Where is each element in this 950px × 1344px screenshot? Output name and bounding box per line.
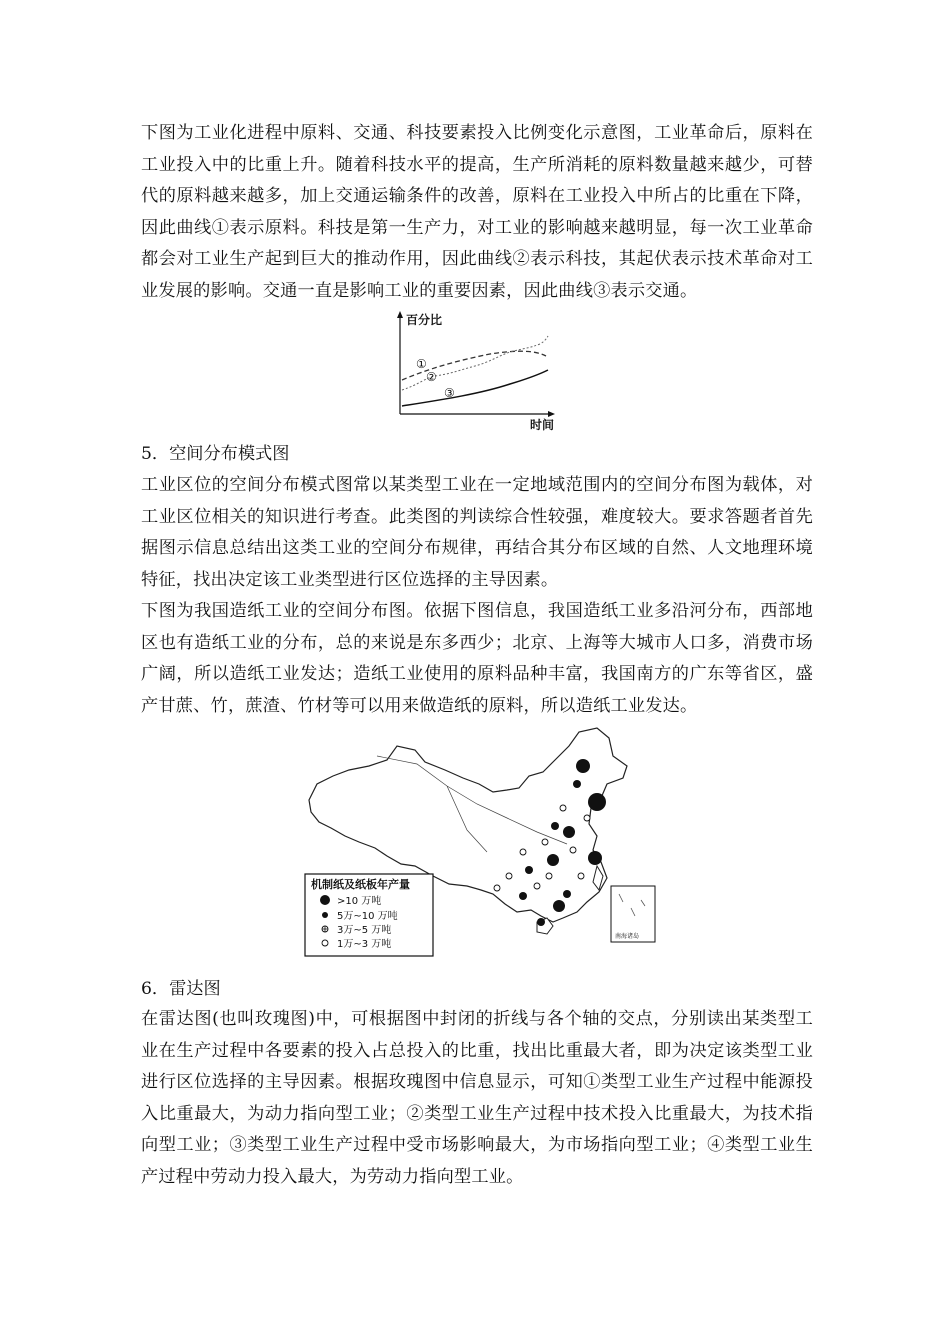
legend-item-4: 1万~3 万吨 — [337, 939, 392, 950]
map-legend — [305, 874, 433, 956]
y-axis-arrow — [397, 311, 403, 318]
section5-heading: 5．空间分布模式图 — [141, 444, 290, 464]
curve-label-2: ② — [426, 370, 437, 384]
y-axis-label: 百分比 — [406, 313, 443, 327]
section5-paragraph2: 下图为我国造纸工业的空间分布图。依据下图信息，我国造纸工业多沿河分布，西部地区也有造纸工业的分布，总的来说是东多西少；北京、上海等大城市人口多，消费市场广阔，所以造纸工业发达；造纸工业使用的原料品种丰富，我国南方的广东等省区，盛产甘蔗、竹，蔗渣、竹材等可以用来做造纸的原料，所以造纸工业发达。 — [141, 601, 813, 716]
legend-symbol-large — [320, 895, 330, 905]
marker-small — [570, 847, 576, 853]
marker-small — [520, 849, 526, 855]
legend-title: 机制纸及纸板年产量 — [311, 878, 410, 891]
marker-medium — [519, 892, 527, 900]
section6-heading: 6．雷达图 — [141, 979, 221, 999]
curve-label-3: ③ — [444, 386, 455, 400]
marker-large — [547, 854, 559, 866]
inset-label: 南海诸岛 — [615, 933, 640, 940]
marker-small — [546, 873, 552, 879]
marker-small — [560, 805, 566, 811]
marker-small — [542, 839, 548, 845]
legend-item-3: 3万~5 万吨 — [337, 925, 392, 936]
marker-large — [588, 793, 606, 811]
marker-medium — [537, 918, 545, 926]
marker-large — [553, 900, 565, 912]
process-paragraph: 下图为工业化进程中原料、交通、科技要素投入比例变化示意图，工业革命后，原料在工业投入中的比重上升。随着科技水平的提高，生产所消耗的原料数量越来越少，可替代的原料越来越多，加上交通运输条件的改善，原料在工业投入中所占的比重在下降，因此曲线①表示原料。科技是第一生产力，对工业的影响越来越明显，每一次工业革命都会对工业生产起到巨大的推动作用，因此曲线②表示科技，其起伏表示技术革命对工业发展的影响。交通一直是影响工业的重要因素，因此曲线③表示交通。 — [141, 123, 813, 301]
marker-large — [563, 826, 575, 838]
marker-large — [588, 851, 602, 865]
x-axis-label: 时间 — [530, 418, 555, 432]
paper-industry-map — [297, 726, 667, 962]
legend-symbol-medium — [322, 912, 328, 918]
section6-paragraph: 在雷达图(也叫玫瑰图)中，可根据图中封闭的折线与各个轴的交点，分别读出某类型工业在生产过程中各要素的投入占总投入的比重，找出比重最大者，即为决定该类型工业进行区位选择的主导因素。根据玫瑰图中信息显示，可知①类型工业生产过程中能源投入比重最大，为动力指向型工业；②类型工业生产过程中技术投入比重最大，为技术指向型工业；③类型工业生产过程中受市场影响最大，为市场指向型工业；④类型工业生产过程中劳动力投入最大，为劳动力指向型工业。 — [141, 1009, 813, 1187]
marker-medium — [551, 822, 559, 830]
south-china-sea-inset — [611, 886, 655, 942]
marker-large — [576, 759, 590, 773]
legend-symbol-small — [322, 940, 328, 946]
section5-paragraph1: 工业区位的空间分布模式图常以某类型工业在一定地域范围内的空间分布图为载体，对工业区位相关的知识进行考查。此类图的判读综合性较强，难度较大。要求答题者首先据图示信息总结出这类工业的空间分布规律，再结合其分布区域的自然、人文地理环境特征，找出决定该工业类型进行区位选择的主导因素。 — [141, 475, 813, 590]
marker-small — [534, 883, 540, 889]
marker-medium — [563, 890, 571, 898]
marker-medium — [525, 866, 533, 874]
marker-small — [506, 873, 512, 879]
marker-small — [584, 815, 590, 821]
legend-item-2: 5万~10 万吨 — [337, 911, 398, 922]
curve-label-1: ① — [416, 357, 427, 371]
x-axis-arrow — [548, 411, 555, 417]
marker-medium — [573, 780, 581, 788]
input-ratio-line-figure — [380, 308, 560, 434]
marker-small — [494, 885, 500, 891]
marker-small — [578, 873, 584, 879]
curve-transport — [402, 370, 548, 406]
legend-item-1: >10 万吨 — [337, 896, 382, 907]
